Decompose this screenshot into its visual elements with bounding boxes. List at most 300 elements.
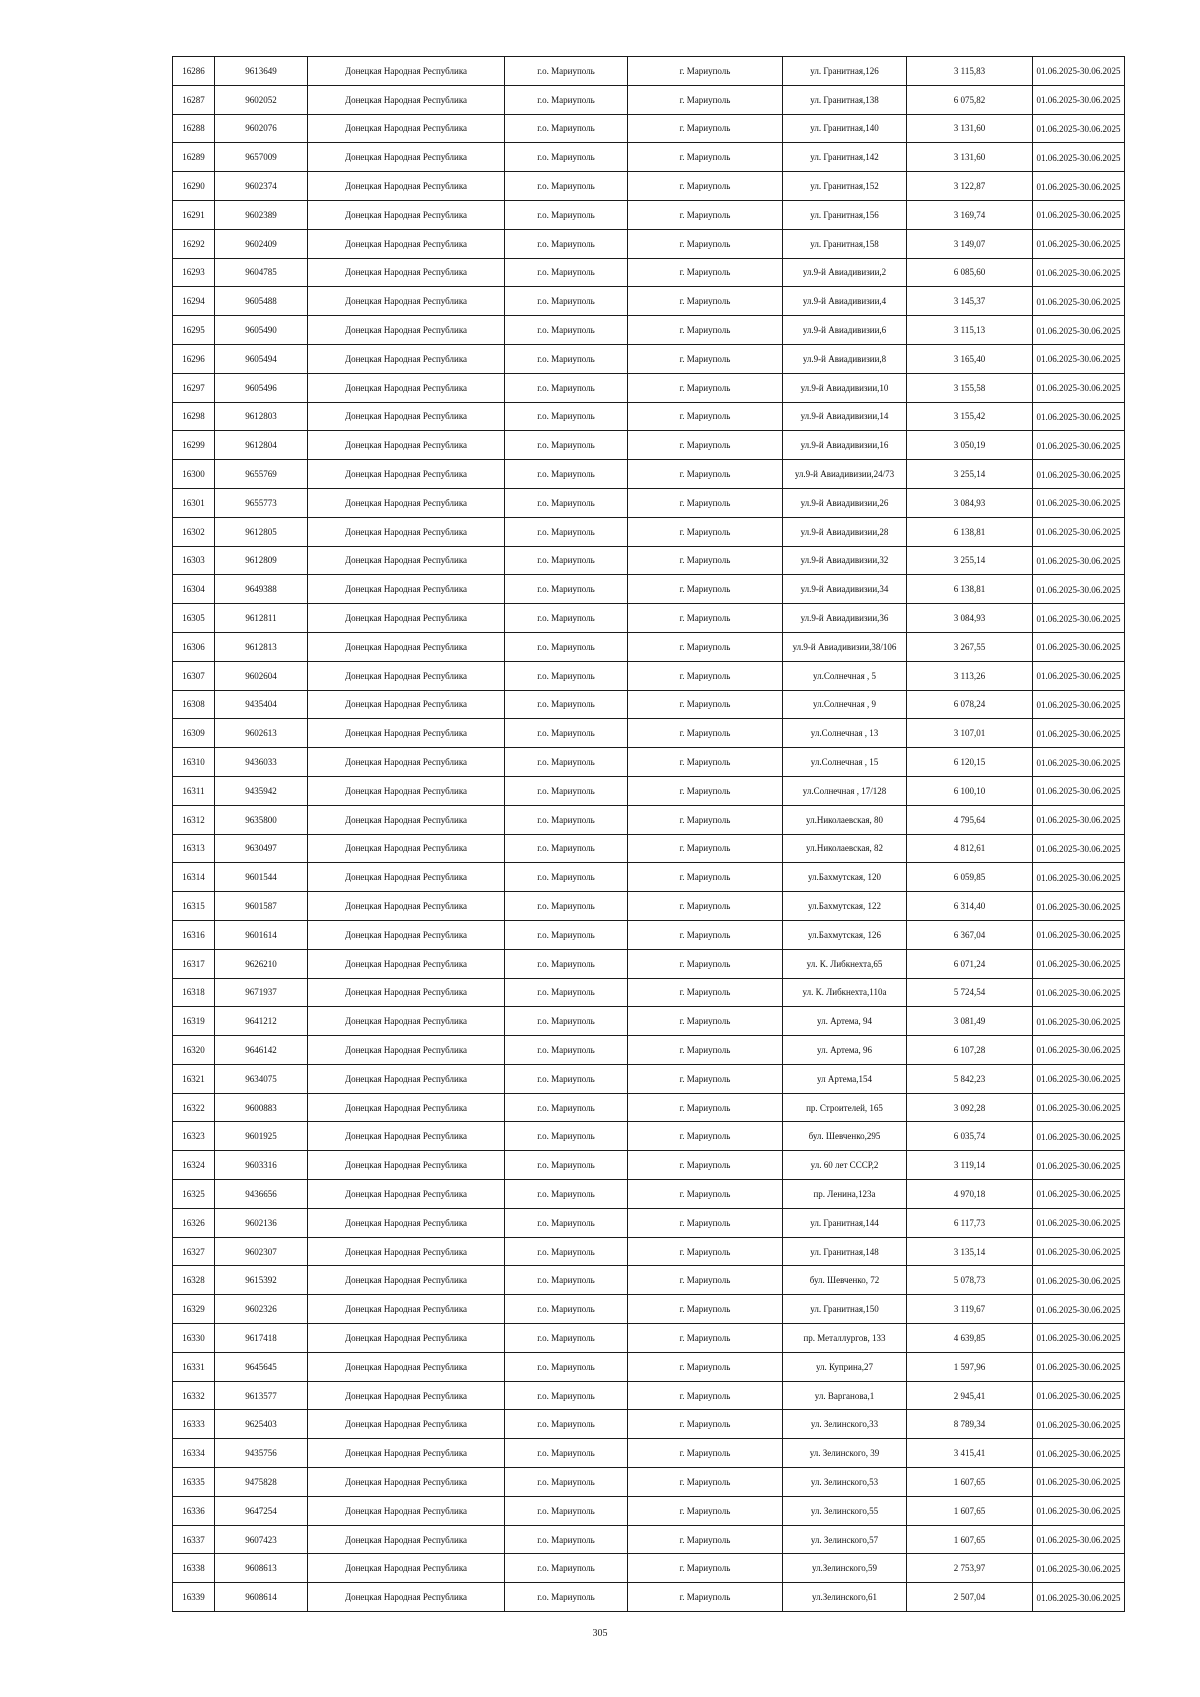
- address-cell: ул. Зелинского,55: [783, 1496, 907, 1525]
- address-cell: ул.Зелинского,61: [783, 1583, 907, 1612]
- object-id-cell: 9615392: [215, 1266, 308, 1295]
- row-number-cell: 16317: [173, 949, 215, 978]
- area-cell: 3 113,26: [907, 661, 1033, 690]
- area-cell: 4 970,18: [907, 1180, 1033, 1209]
- region-cell: Донецкая Народная Республика: [308, 892, 505, 921]
- period-cell: 01.06.2025-30.06.2025: [1033, 1583, 1125, 1612]
- address-cell: ул.9-й Авиадивизии,14: [783, 402, 907, 431]
- address-cell: ул. Гранитная,156: [783, 200, 907, 229]
- period-cell: 01.06.2025-30.06.2025: [1033, 316, 1125, 345]
- address-cell: ул.9-й Авиадивизии,36: [783, 604, 907, 633]
- period-cell: 01.06.2025-30.06.2025: [1033, 1554, 1125, 1583]
- period-cell: 01.06.2025-30.06.2025: [1033, 892, 1125, 921]
- table-row: [173, 1151, 1125, 1180]
- object-id-cell: 9601614: [215, 920, 308, 949]
- area-cell: 3 255,14: [907, 546, 1033, 575]
- region-cell: Донецкая Народная Республика: [308, 1064, 505, 1093]
- address-cell: ул. Артема, 94: [783, 1007, 907, 1036]
- period-cell: 01.06.2025-30.06.2025: [1033, 114, 1125, 143]
- address-cell: ул. Зелинского,53: [783, 1468, 907, 1497]
- region-cell: Донецкая Народная Республика: [308, 229, 505, 258]
- area-cell: 6 367,04: [907, 920, 1033, 949]
- area-cell: 1 607,65: [907, 1525, 1033, 1554]
- period-cell: 01.06.2025-30.06.2025: [1033, 517, 1125, 546]
- row-number-cell: 16328: [173, 1266, 215, 1295]
- period-cell: 01.06.2025-30.06.2025: [1033, 1439, 1125, 1468]
- address-cell: ул. Гранитная,150: [783, 1295, 907, 1324]
- table-row: [173, 690, 1125, 719]
- district-cell: г.о. Мариуполь: [505, 1324, 628, 1353]
- district-cell: г.о. Мариуполь: [505, 517, 628, 546]
- table-row: [173, 1554, 1125, 1583]
- district-cell: г.о. Мариуполь: [505, 949, 628, 978]
- table-row: [173, 661, 1125, 690]
- period-cell: 01.06.2025-30.06.2025: [1033, 1208, 1125, 1237]
- region-cell: Донецкая Народная Республика: [308, 143, 505, 172]
- area-cell: 6 085,60: [907, 258, 1033, 287]
- object-id-cell: 9602307: [215, 1237, 308, 1266]
- area-cell: 3 092,28: [907, 1093, 1033, 1122]
- row-number-cell: 16326: [173, 1208, 215, 1237]
- region-cell: Донецкая Народная Республика: [308, 1093, 505, 1122]
- district-cell: г.о. Мариуполь: [505, 402, 628, 431]
- object-id-cell: 9612803: [215, 402, 308, 431]
- district-cell: г.о. Мариуполь: [505, 719, 628, 748]
- period-cell: 01.06.2025-30.06.2025: [1033, 575, 1125, 604]
- period-cell: 01.06.2025-30.06.2025: [1033, 834, 1125, 863]
- district-cell: г.о. Мариуполь: [505, 1381, 628, 1410]
- city-cell: г. Мариуполь: [628, 1496, 783, 1525]
- period-cell: 01.06.2025-30.06.2025: [1033, 978, 1125, 1007]
- table-row: [173, 1180, 1125, 1209]
- period-cell: 01.06.2025-30.06.2025: [1033, 1352, 1125, 1381]
- district-cell: г.о. Мариуполь: [505, 85, 628, 114]
- district-cell: г.о. Мариуполь: [505, 344, 628, 373]
- table-row: [173, 546, 1125, 575]
- table-row: [173, 200, 1125, 229]
- region-cell: Донецкая Народная Республика: [308, 690, 505, 719]
- address-cell: пр. Металлургов, 133: [783, 1324, 907, 1353]
- region-cell: Донецкая Народная Республика: [308, 114, 505, 143]
- area-cell: 3 415,41: [907, 1439, 1033, 1468]
- city-cell: г. Мариуполь: [628, 834, 783, 863]
- city-cell: г. Мариуполь: [628, 1036, 783, 1065]
- row-number-cell: 16294: [173, 287, 215, 316]
- object-id-cell: 9603316: [215, 1151, 308, 1180]
- period-cell: 01.06.2025-30.06.2025: [1033, 805, 1125, 834]
- district-cell: г.о. Мариуполь: [505, 690, 628, 719]
- row-number-cell: 16321: [173, 1064, 215, 1093]
- address-cell: ул.9-й Авиадивизии,38/106: [783, 632, 907, 661]
- object-id-cell: 9626210: [215, 949, 308, 978]
- object-id-cell: 9605496: [215, 373, 308, 402]
- table-row: [173, 258, 1125, 287]
- object-id-cell: 9646142: [215, 1036, 308, 1065]
- district-cell: г.о. Мариуполь: [505, 1410, 628, 1439]
- period-cell: 01.06.2025-30.06.2025: [1033, 1295, 1125, 1324]
- region-cell: Донецкая Народная Республика: [308, 517, 505, 546]
- table-row: [173, 1496, 1125, 1525]
- row-number-cell: 16330: [173, 1324, 215, 1353]
- district-cell: г.о. Мариуполь: [505, 1064, 628, 1093]
- object-id-cell: 9612804: [215, 431, 308, 460]
- table-row: [173, 1352, 1125, 1381]
- city-cell: г. Мариуполь: [628, 1093, 783, 1122]
- object-id-cell: 9671937: [215, 978, 308, 1007]
- object-id-cell: 9601544: [215, 863, 308, 892]
- city-cell: г. Мариуполь: [628, 863, 783, 892]
- period-cell: 01.06.2025-30.06.2025: [1033, 920, 1125, 949]
- row-number-cell: 16316: [173, 920, 215, 949]
- area-cell: 4 795,64: [907, 805, 1033, 834]
- city-cell: г. Мариуполь: [628, 1151, 783, 1180]
- object-id-cell: 9635800: [215, 805, 308, 834]
- area-cell: 3 165,40: [907, 344, 1033, 373]
- address-cell: ул. Гранитная,126: [783, 57, 907, 86]
- table-row: [173, 1381, 1125, 1410]
- district-cell: г.о. Мариуполь: [505, 1007, 628, 1036]
- table-row: [173, 1439, 1125, 1468]
- address-cell: ул.9-й Авиадивизии,28: [783, 517, 907, 546]
- region-cell: Донецкая Народная Республика: [308, 1381, 505, 1410]
- address-cell: ул. Куприна,27: [783, 1352, 907, 1381]
- area-cell: 3 081,49: [907, 1007, 1033, 1036]
- city-cell: г. Мариуполь: [628, 719, 783, 748]
- object-id-cell: 9605490: [215, 316, 308, 345]
- row-number-cell: 16311: [173, 776, 215, 805]
- table-row: [173, 632, 1125, 661]
- row-number-cell: 16298: [173, 402, 215, 431]
- region-cell: Донецкая Народная Республика: [308, 1525, 505, 1554]
- period-cell: 01.06.2025-30.06.2025: [1033, 1093, 1125, 1122]
- table-row: [173, 1007, 1125, 1036]
- period-cell: 01.06.2025-30.06.2025: [1033, 1324, 1125, 1353]
- region-cell: Донецкая Народная Республика: [308, 546, 505, 575]
- region-cell: Донецкая Народная Республика: [308, 460, 505, 489]
- city-cell: г. Мариуполь: [628, 258, 783, 287]
- object-id-cell: 9602409: [215, 229, 308, 258]
- period-cell: 01.06.2025-30.06.2025: [1033, 287, 1125, 316]
- region-cell: Донецкая Народная Республика: [308, 1554, 505, 1583]
- address-cell: ул.9-й Авиадивизии,34: [783, 575, 907, 604]
- row-number-cell: 16331: [173, 1352, 215, 1381]
- address-cell: ул. Гранитная,152: [783, 172, 907, 201]
- region-cell: Донецкая Народная Республика: [308, 575, 505, 604]
- row-number-cell: 16339: [173, 1583, 215, 1612]
- district-cell: г.о. Мариуполь: [505, 1151, 628, 1180]
- period-cell: 01.06.2025-30.06.2025: [1033, 258, 1125, 287]
- row-number-cell: 16289: [173, 143, 215, 172]
- district-cell: г.о. Мариуполь: [505, 172, 628, 201]
- district-cell: г.о. Мариуполь: [505, 1180, 628, 1209]
- row-number-cell: 16291: [173, 200, 215, 229]
- object-id-cell: 9613577: [215, 1381, 308, 1410]
- region-cell: Донецкая Народная Республика: [308, 1324, 505, 1353]
- area-cell: 3 084,93: [907, 604, 1033, 633]
- row-number-cell: 16305: [173, 604, 215, 633]
- period-cell: 01.06.2025-30.06.2025: [1033, 1151, 1125, 1180]
- city-cell: г. Мариуполь: [628, 431, 783, 460]
- city-cell: г. Мариуполь: [628, 1237, 783, 1266]
- table-row: [173, 431, 1125, 460]
- address-cell: ул.9-й Авиадивизии,26: [783, 488, 907, 517]
- row-number-cell: 16295: [173, 316, 215, 345]
- period-cell: 01.06.2025-30.06.2025: [1033, 1036, 1125, 1065]
- district-cell: г.о. Мариуполь: [505, 1208, 628, 1237]
- row-number-cell: 16314: [173, 863, 215, 892]
- object-id-cell: 9655773: [215, 488, 308, 517]
- area-cell: 2 945,41: [907, 1381, 1033, 1410]
- city-cell: г. Мариуполь: [628, 402, 783, 431]
- region-cell: Донецкая Народная Республика: [308, 1583, 505, 1612]
- district-cell: г.о. Мариуполь: [505, 920, 628, 949]
- address-cell: ул. Варганова,1: [783, 1381, 907, 1410]
- address-cell: ул.Николаевская, 82: [783, 834, 907, 863]
- row-number-cell: 16302: [173, 517, 215, 546]
- address-cell: ул.9-й Авиадивизии,32: [783, 546, 907, 575]
- city-cell: г. Мариуполь: [628, 1007, 783, 1036]
- district-cell: г.о. Мариуполь: [505, 546, 628, 575]
- district-cell: г.о. Мариуполь: [505, 604, 628, 633]
- city-cell: г. Мариуполь: [628, 1352, 783, 1381]
- object-id-cell: 9612811: [215, 604, 308, 633]
- area-cell: 3 122,87: [907, 172, 1033, 201]
- page-number: 305: [592, 1628, 608, 1639]
- object-id-cell: 9604785: [215, 258, 308, 287]
- city-cell: г. Мариуполь: [628, 949, 783, 978]
- city-cell: г. Мариуполь: [628, 143, 783, 172]
- address-cell: ул. К. Либкнехта,110а: [783, 978, 907, 1007]
- city-cell: г. Мариуполь: [628, 316, 783, 345]
- period-cell: 01.06.2025-30.06.2025: [1033, 57, 1125, 86]
- period-cell: 01.06.2025-30.06.2025: [1033, 719, 1125, 748]
- period-cell: 01.06.2025-30.06.2025: [1033, 172, 1125, 201]
- region-cell: Донецкая Народная Республика: [308, 604, 505, 633]
- area-cell: 3 084,93: [907, 488, 1033, 517]
- object-id-cell: 9475828: [215, 1468, 308, 1497]
- table-row: [173, 143, 1125, 172]
- district-cell: г.о. Мариуполь: [505, 1036, 628, 1065]
- city-cell: г. Мариуполь: [628, 776, 783, 805]
- region-cell: Донецкая Народная Республика: [308, 287, 505, 316]
- city-cell: г. Мариуполь: [628, 1180, 783, 1209]
- region-cell: Донецкая Народная Республика: [308, 748, 505, 777]
- city-cell: г. Мариуполь: [628, 229, 783, 258]
- city-cell: г. Мариуполь: [628, 172, 783, 201]
- period-cell: 01.06.2025-30.06.2025: [1033, 373, 1125, 402]
- row-number-cell: 16336: [173, 1496, 215, 1525]
- area-cell: 5 842,23: [907, 1064, 1033, 1093]
- row-number-cell: 16288: [173, 114, 215, 143]
- city-cell: г. Мариуполь: [628, 892, 783, 921]
- table-row: [173, 1324, 1125, 1353]
- row-number-cell: 16333: [173, 1410, 215, 1439]
- period-cell: 01.06.2025-30.06.2025: [1033, 1381, 1125, 1410]
- district-cell: г.о. Мариуполь: [505, 1122, 628, 1151]
- row-number-cell: 16318: [173, 978, 215, 1007]
- table-row: [173, 316, 1125, 345]
- area-cell: 3 119,67: [907, 1295, 1033, 1324]
- region-cell: Донецкая Народная Республика: [308, 978, 505, 1007]
- city-cell: г. Мариуполь: [628, 805, 783, 834]
- district-cell: г.о. Мариуполь: [505, 805, 628, 834]
- city-cell: г. Мариуполь: [628, 1439, 783, 1468]
- city-cell: г. Мариуполь: [628, 1064, 783, 1093]
- district-cell: г.о. Мариуполь: [505, 1554, 628, 1583]
- area-cell: 6 120,15: [907, 748, 1033, 777]
- area-cell: 6 138,81: [907, 517, 1033, 546]
- period-cell: 01.06.2025-30.06.2025: [1033, 776, 1125, 805]
- table-row: [173, 575, 1125, 604]
- area-cell: 3 155,42: [907, 402, 1033, 431]
- object-id-cell: 9602613: [215, 719, 308, 748]
- period-cell: 01.06.2025-30.06.2025: [1033, 546, 1125, 575]
- address-cell: бул. Шевченко,295: [783, 1122, 907, 1151]
- period-cell: 01.06.2025-30.06.2025: [1033, 402, 1125, 431]
- table-row: [173, 1583, 1125, 1612]
- district-cell: г.о. Мариуполь: [505, 373, 628, 402]
- area-cell: 3 131,60: [907, 143, 1033, 172]
- period-cell: 01.06.2025-30.06.2025: [1033, 1266, 1125, 1295]
- area-cell: 6 138,81: [907, 575, 1033, 604]
- row-number-cell: 16324: [173, 1151, 215, 1180]
- district-cell: г.о. Мариуполь: [505, 200, 628, 229]
- object-id-cell: 9617418: [215, 1324, 308, 1353]
- district-cell: г.о. Мариуполь: [505, 892, 628, 921]
- district-cell: г.о. Мариуполь: [505, 1093, 628, 1122]
- row-number-cell: 16290: [173, 172, 215, 201]
- object-id-cell: 9630497: [215, 834, 308, 863]
- region-cell: Донецкая Народная Республика: [308, 949, 505, 978]
- row-number-cell: 16301: [173, 488, 215, 517]
- object-id-cell: 9647254: [215, 1496, 308, 1525]
- area-cell: 3 050,19: [907, 431, 1033, 460]
- area-cell: 3 115,13: [907, 316, 1033, 345]
- area-cell: 6 100,10: [907, 776, 1033, 805]
- object-id-cell: 9601925: [215, 1122, 308, 1151]
- object-id-cell: 9657009: [215, 143, 308, 172]
- object-id-cell: 9641212: [215, 1007, 308, 1036]
- address-cell: ул. Зелинского, 39: [783, 1439, 907, 1468]
- row-number-cell: 16304: [173, 575, 215, 604]
- region-cell: Донецкая Народная Республика: [308, 1208, 505, 1237]
- region-cell: Донецкая Народная Республика: [308, 920, 505, 949]
- row-number-cell: 16335: [173, 1468, 215, 1497]
- address-cell: ул. Артема, 96: [783, 1036, 907, 1065]
- address-cell: ул. 60 лет СССР,2: [783, 1151, 907, 1180]
- table-row: [173, 1410, 1125, 1439]
- region-cell: Донецкая Народная Республика: [308, 57, 505, 86]
- area-cell: 3 131,60: [907, 114, 1033, 143]
- address-cell: ул. Гранитная,138: [783, 85, 907, 114]
- register-table: [172, 56, 1125, 1612]
- table-row: [173, 114, 1125, 143]
- period-cell: 01.06.2025-30.06.2025: [1033, 949, 1125, 978]
- region-cell: Донецкая Народная Республика: [308, 344, 505, 373]
- district-cell: г.о. Мариуполь: [505, 1468, 628, 1497]
- address-cell: ул.Солнечная , 15: [783, 748, 907, 777]
- area-cell: 3 135,14: [907, 1237, 1033, 1266]
- region-cell: Донецкая Народная Республика: [308, 1468, 505, 1497]
- district-cell: г.о. Мариуполь: [505, 316, 628, 345]
- object-id-cell: 9608613: [215, 1554, 308, 1583]
- period-cell: 01.06.2025-30.06.2025: [1033, 431, 1125, 460]
- object-id-cell: 9602136: [215, 1208, 308, 1237]
- address-cell: ул. Зелинского,33: [783, 1410, 907, 1439]
- city-cell: г. Мариуполь: [628, 200, 783, 229]
- row-number-cell: 16319: [173, 1007, 215, 1036]
- row-number-cell: 16332: [173, 1381, 215, 1410]
- area-cell: 3 155,58: [907, 373, 1033, 402]
- row-number-cell: 16312: [173, 805, 215, 834]
- region-cell: Донецкая Народная Республика: [308, 776, 505, 805]
- area-cell: 1 607,65: [907, 1496, 1033, 1525]
- address-cell: пр. Ленина,123а: [783, 1180, 907, 1209]
- address-cell: пр. Строителей, 165: [783, 1093, 907, 1122]
- object-id-cell: 9612809: [215, 546, 308, 575]
- region-cell: Донецкая Народная Республика: [308, 488, 505, 517]
- table-row: [173, 172, 1125, 201]
- object-id-cell: 9625403: [215, 1410, 308, 1439]
- district-cell: г.о. Мариуполь: [505, 575, 628, 604]
- area-cell: 8 789,34: [907, 1410, 1033, 1439]
- city-cell: г. Мариуполь: [628, 57, 783, 86]
- table-row: [173, 863, 1125, 892]
- row-number-cell: 16329: [173, 1295, 215, 1324]
- region-cell: Донецкая Народная Республика: [308, 632, 505, 661]
- region-cell: Донецкая Народная Республика: [308, 1266, 505, 1295]
- district-cell: г.о. Мариуполь: [505, 632, 628, 661]
- period-cell: 01.06.2025-30.06.2025: [1033, 488, 1125, 517]
- object-id-cell: 9602076: [215, 114, 308, 143]
- address-cell: бул. Шевченко, 72: [783, 1266, 907, 1295]
- row-number-cell: 16327: [173, 1237, 215, 1266]
- area-cell: 3 255,14: [907, 460, 1033, 489]
- region-cell: Донецкая Народная Республика: [308, 1122, 505, 1151]
- city-cell: г. Мариуполь: [628, 632, 783, 661]
- city-cell: г. Мариуполь: [628, 1266, 783, 1295]
- period-cell: 01.06.2025-30.06.2025: [1033, 1064, 1125, 1093]
- address-cell: ул.Солнечная , 13: [783, 719, 907, 748]
- city-cell: г. Мариуполь: [628, 546, 783, 575]
- area-cell: 6 117,73: [907, 1208, 1033, 1237]
- row-number-cell: 16287: [173, 85, 215, 114]
- address-cell: ул.9-й Авиадивизии,24/73: [783, 460, 907, 489]
- city-cell: г. Мариуполь: [628, 1208, 783, 1237]
- row-number-cell: 16315: [173, 892, 215, 921]
- table-row: [173, 460, 1125, 489]
- table-row: [173, 1295, 1125, 1324]
- table-row: [173, 517, 1125, 546]
- period-cell: 01.06.2025-30.06.2025: [1033, 1496, 1125, 1525]
- district-cell: г.о. Мариуполь: [505, 1237, 628, 1266]
- period-cell: 01.06.2025-30.06.2025: [1033, 1468, 1125, 1497]
- row-number-cell: 16307: [173, 661, 215, 690]
- row-number-cell: 16306: [173, 632, 215, 661]
- period-cell: 01.06.2025-30.06.2025: [1033, 748, 1125, 777]
- city-cell: г. Мариуполь: [628, 1410, 783, 1439]
- area-cell: 5 724,54: [907, 978, 1033, 1007]
- address-cell: ул Артема,154: [783, 1064, 907, 1093]
- table-row: [173, 402, 1125, 431]
- table-row: [173, 1036, 1125, 1065]
- table-row: [173, 1237, 1125, 1266]
- table-row: [173, 85, 1125, 114]
- district-cell: г.о. Мариуполь: [505, 748, 628, 777]
- table-row: [173, 1093, 1125, 1122]
- area-cell: 4 639,85: [907, 1324, 1033, 1353]
- area-cell: 6 071,24: [907, 949, 1033, 978]
